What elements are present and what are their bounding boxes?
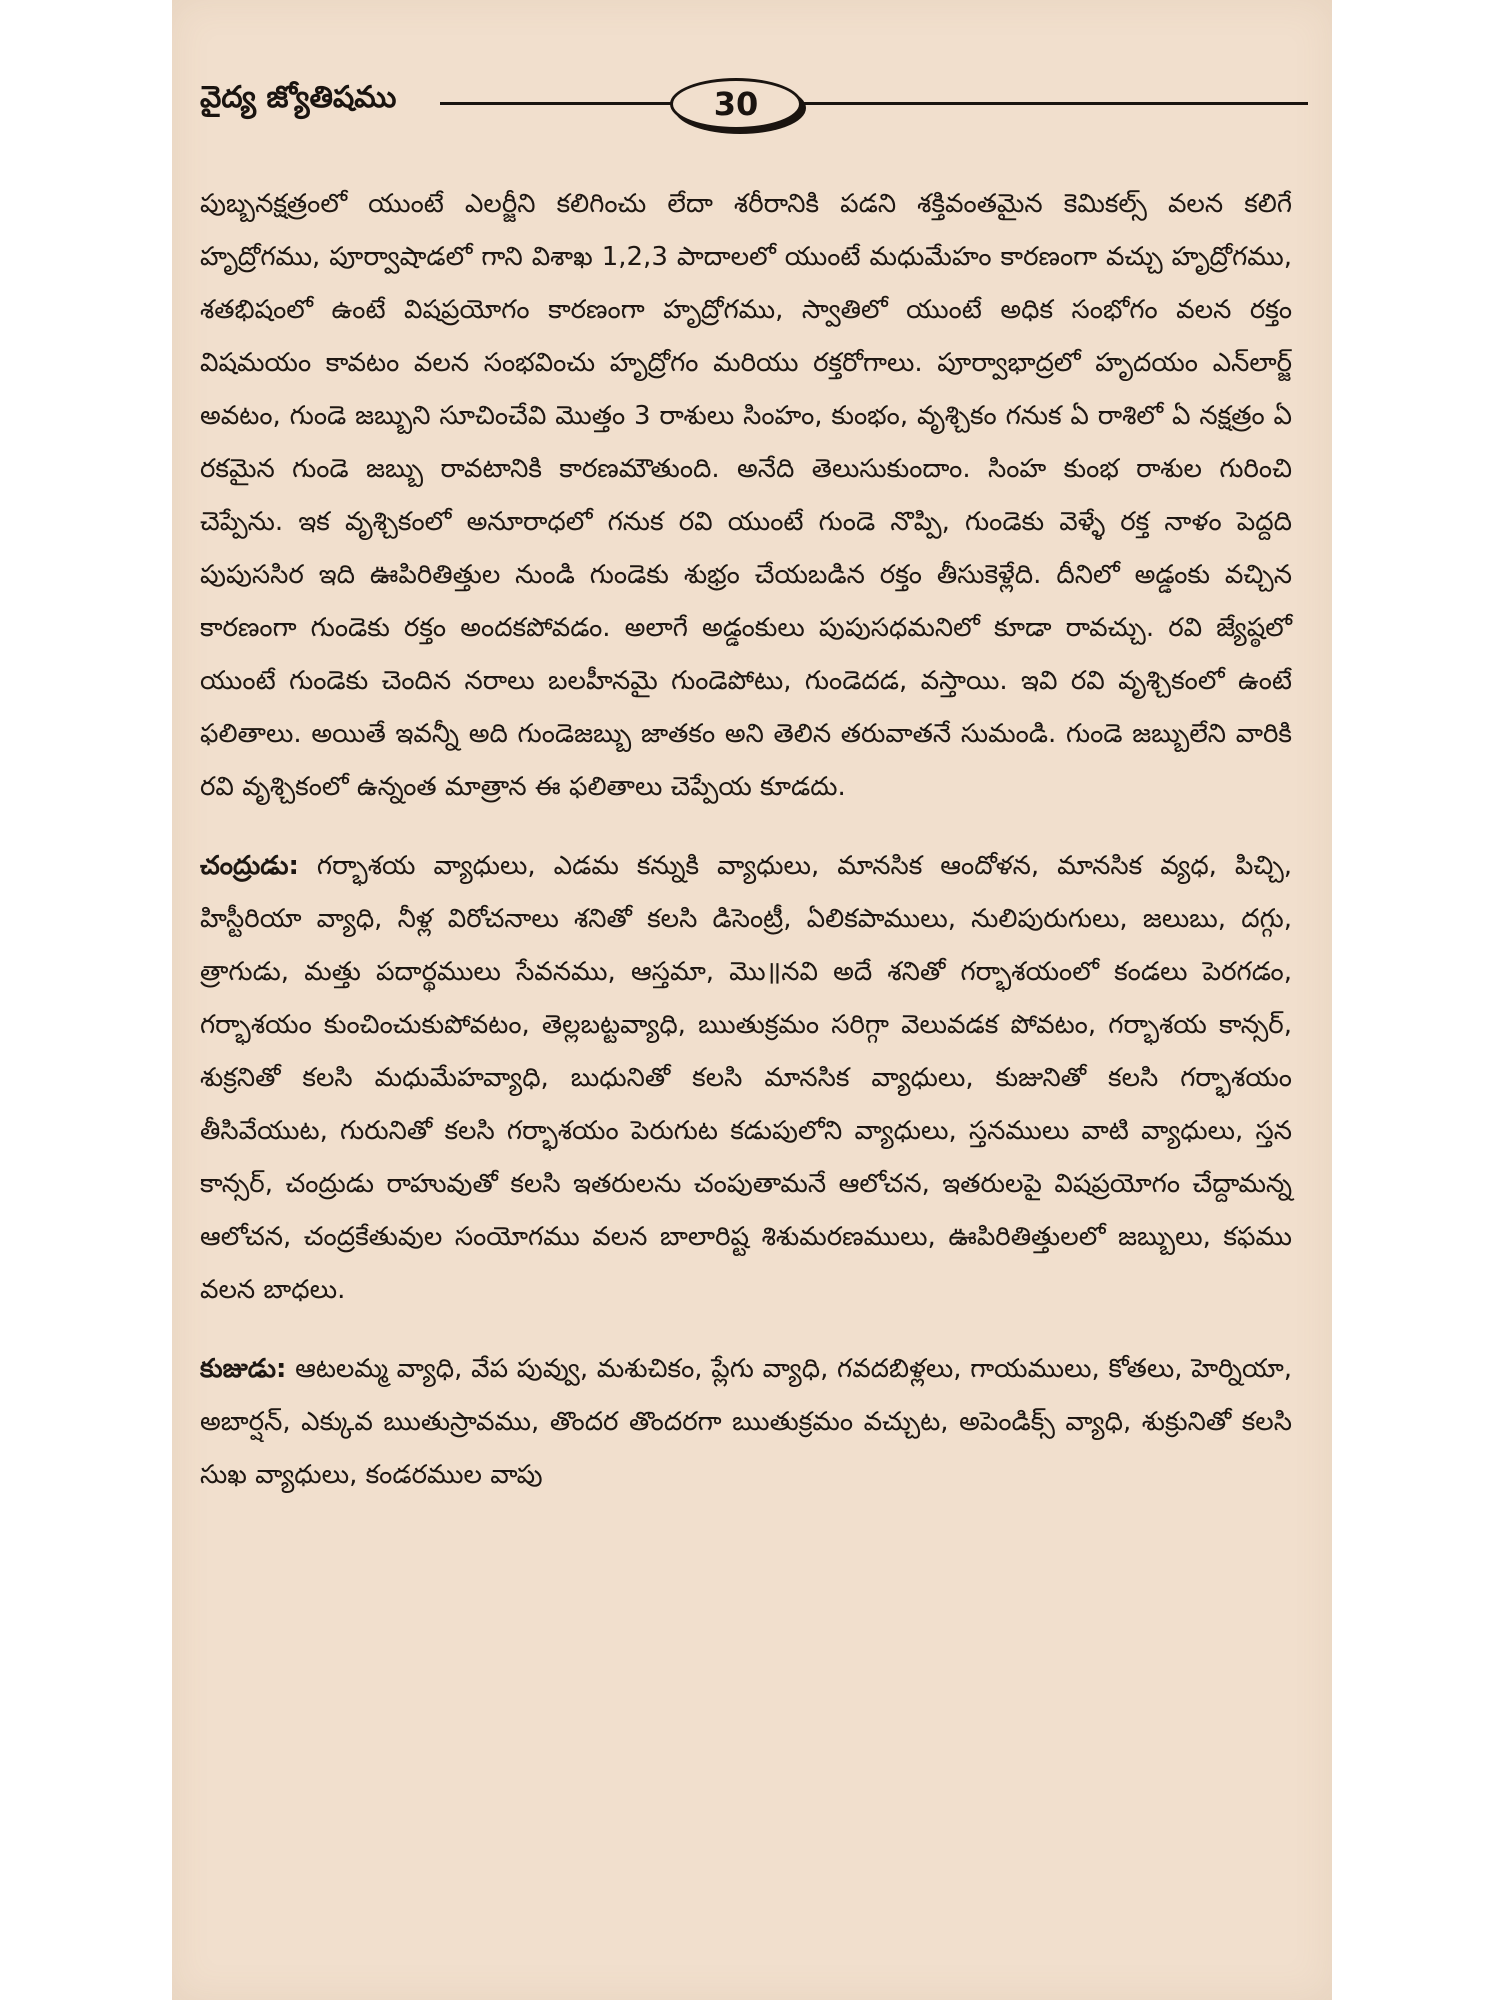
paragraph-chandra	[200, 840, 1292, 1317]
header-rule	[440, 102, 1308, 105]
chandra-term: చంద్రుడు:	[200, 851, 299, 881]
page-number: 30	[670, 78, 802, 130]
chandra-text: గర్భాశయ వ్యాధులు, ఎడమ కన్నుకి వ్యాధులు, మానసిక ఆందోళన, మానసిక వ్యధ, పిచ్చి, హిస్టీరియా వ్యాధి, నీళ్ల విరోచనాలు శనితో కలసి డిసెంట్రీ, ఏలికపాములు, నులిపురుగులు, జలుబు, దగ్గు, త్రాగుడు, మత్తు పదార్థములు సేవనము, ఆస్తమా, మొ॥నవి అదే శనితో గర్భాశయంలో కండలు పెరగడం, గర్భాశయం కుంచించుకుపోవటం, తెల్లబట్టవ్యాధి, ఋతుక్రమం సరిగ్గా వెలువడక పోవటం, గర్భాశయ కాన్సర్, శుక్రనితో కలసి మధుమేహవ్యాధి, బుధునితో కలసి మానసిక వ్యాధులు, కుజునితో కలసి గర్భాశయం తీసివేయుట, గురునితో కలసి గర్భాశయం పెరుగుట కడుపులోని వ్యాధులు, స్తనములు వాటి వ్యాధులు, స్తన కాన్సర్, చంద్రుడు రాహువుతో కలసి ఇతరులను చంపుతామనే ఆలోచన, ఇతరులపై విషప్రయోగం చేద్దామన్న ఆలోచన, చంద్రకేతువుల సంయోగము వలన బాలారిష్ట శిశుమరణములు, ఊపిరితిత్తులలో జబ్బులు, కఫము వలన బాధలు.	[200, 851, 1293, 1305]
kuja-text: ఆటలమ్మ వ్యాధి, వేప పువ్వు, మశుచికం, ప్లేగు వ్యాధి, గవదబిళ్లలు, గాయములు, కోతలు, హెర్నియా, అబార్షన్, ఎక్కువ ఋతుస్రావము, తొందర తొందరగా ఋతుక్రమం వచ్చుట, అపెండిక్స్ వ్యాధి, శుక్రునితో కలసి సుఖ వ్యాధులు, కండరముల వాపు	[200, 1354, 1293, 1490]
page-body	[200, 178, 1292, 1502]
running-title: వైద్య జ్యోతిషము	[200, 80, 397, 115]
kuja-term: కుజుడు:	[200, 1354, 287, 1384]
paragraph-surya: పుబ్బనక్షత్రంలో యుంటే ఎలర్జీని కలిగించు లేదా శరీరానికి పడని శక్తివంతమైన కెమికల్స్ వలన కలిగే హృద్రోగము, పూర్వాషాడలో గాని విశాఖ 1,2,3 పాదాలలో యుంటే మధుమేహం కారణంగా వచ్చు హృద్రోగము, శతభిషంలో ఉంటే విషప్రయోగం కారణంగా హృద్రోగము, స్వాతిలో యుంటే అధిక సంభోగం వలన రక్తం విషమయం కావటం వలన సంభవించు హృద్రోగం మరియు రక్తరోగాలు. పూర్వాభాద్రలో హృదయం ఎన్‌లార్జ్ అవటం, గుండె జబ్బుని సూచించేవి మొత్తం 3 రాశులు సింహం, కుంభం, వృశ్చికం గనుక ఏ రాశిలో ఏ నక్షత్రం ఏ రకమైన గుండె జబ్బు రావటానికి కారణమౌతుంది. అనేది తెలుసుకుందాం. సింహ కుంభ రాశుల గురించి చెప్పేను. ఇక వృశ్చికంలో అనూరాధలో గనుక రవి యుంటే గుండె నొప్పి, గుండెకు వెళ్ళే రక్త నాళం పెద్దది పుపుససిర ఇది ఊపిరితిత్తుల నుండి గుండెకు శుభ్రం చేయబడిన రక్తం తీసుకెళ్లేది. దీనిలో అడ్డంకు వచ్చిన కారణంగా గుండెకు రక్తం అందకపోవడం. అలాగే అడ్డంకులు పుపుసధమనిలో కూడా రావచ్చు. రవి జ్యేష్ఠలో యుంటే గుండెకు చెందిన నరాలు బలహీనమై గుండెపోటు, గుండెదడ, వస్తాయి. ఇవి రవి వృశ్చికంలో ఉంటే ఫలితాలు. అయితే ఇవన్నీ అది గుండెజబ్బు జాతకం అని తెలిన తరువాతనే సుమండి. గుండె జబ్బులేని వారికి రవి వృశ్చికంలో ఉన్నంత మాత్రాన ఈ ఫలితాలు చెప్పేయ కూడదు.	[200, 189, 1292, 802]
paragraph-kuja	[200, 1343, 1292, 1502]
page-header	[200, 72, 1320, 132]
